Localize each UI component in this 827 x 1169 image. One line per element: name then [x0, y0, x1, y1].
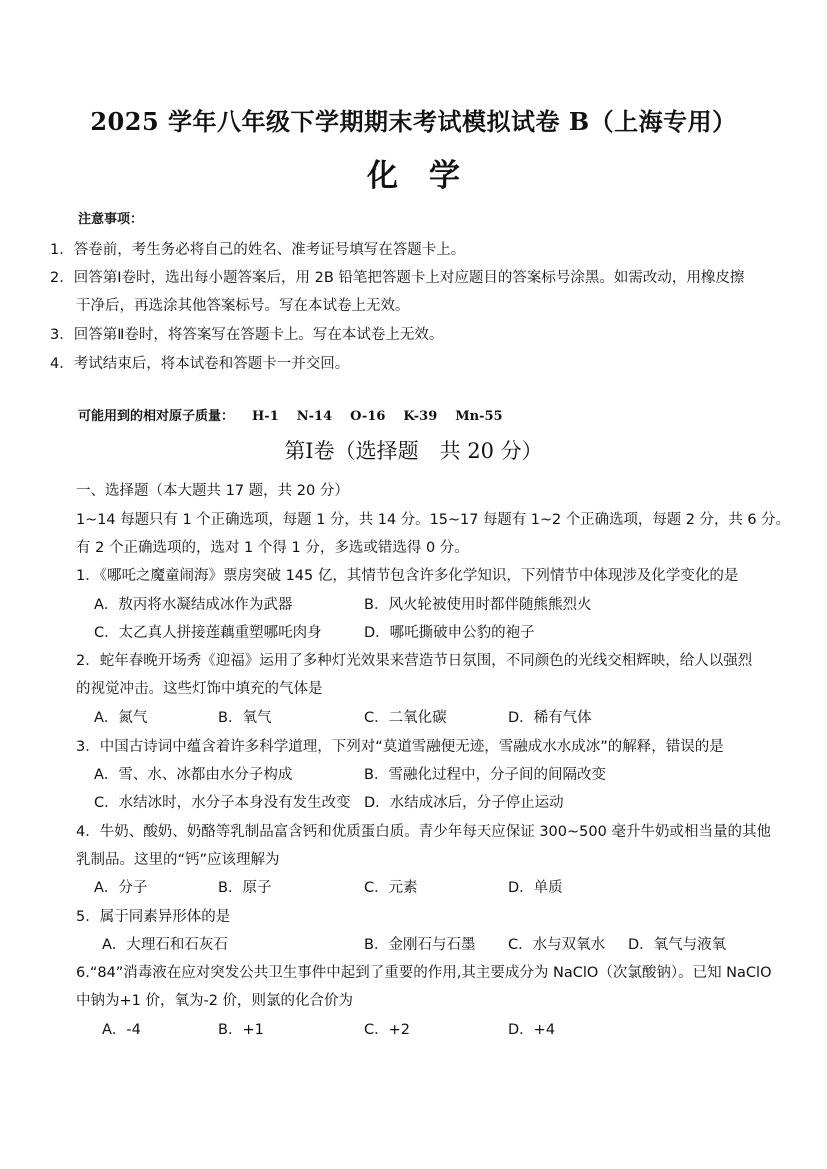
notice-heading: 注意事项：: [78, 212, 144, 227]
atomic-mass: Mn-55: [455, 409, 503, 424]
notice-item: 1．答卷前，考生务必将自己的姓名、准考证号填写在答题卡上。: [50, 242, 466, 258]
question-1-option-d: D．哪吒撕破申公豹的袍子: [364, 625, 535, 641]
question-3-stem: 3．中国古诗词中蕴含着许多科学道理，下列对“莫道雪融便无迹，雪融成水水成冰”的解释，错误的是: [76, 739, 724, 755]
question-6-stem: 中钠为+1 价，氧为-2 价，则氯的化合价为: [76, 993, 354, 1009]
question-1-option-b: B．风火轮被使用时都伴随熊熊烈火: [364, 597, 592, 613]
question-1-option-a: A．敖丙将水凝结成冰作为武器: [94, 597, 293, 613]
question-5-stem: 5．属于同素异形体的是: [76, 909, 231, 925]
question-3-option-d: D．水结成冰后，分子停止运动: [364, 795, 564, 811]
question-4-stem: 4．牛奶、酸奶、奶酪等乳制品富含钙和优质蛋白质。青少年每天应保证 300~500 毫升牛奶或相当量的其他: [76, 824, 771, 840]
question-4-stem: 乳制品。这里的“钙”应该理解为: [76, 852, 280, 868]
atomic-mass: H-1: [252, 409, 279, 424]
question-2-option-c: C．二氧化碳: [364, 710, 447, 726]
question-6-option-d: D．+4: [508, 1022, 556, 1038]
notice-item-continued: 干净后，再选涂其他答案标号。写在本试卷上无效。: [76, 298, 410, 314]
atomic-masses: [78, 405, 503, 424]
instructions-line: 有 2 个正确选项的，选对 1 个得 1 分，多选或错选得 0 分。: [76, 540, 469, 556]
notice-item: 4．考试结束后，将本试卷和答题卡一并交回。: [50, 356, 350, 372]
question-2-option-b: B．氧气: [218, 710, 272, 726]
question-1-option-c: C．太乙真人拼接莲藕重塑哪吒肉身: [94, 625, 322, 641]
notice-item: 2．回答第Ⅰ卷时，选出每小题答案后，用 2B 铅笔把答题卡上对应题目的答案标号涂黑。如需改动，用橡皮擦: [50, 270, 745, 286]
notice-item: 3．回答第Ⅱ卷时，将答案写在答题卡上。写在本试卷上无效。: [50, 327, 444, 343]
subject-title: 化 学: [367, 158, 460, 194]
question-4-option-c: C．元素: [364, 880, 418, 896]
question-6-option-c: C．+2: [364, 1022, 410, 1038]
question-5-option-d: D．氧气与液氧: [628, 937, 727, 953]
instructions-line: 1~14 每题只有 1 个正确选项，每题 1 分，共 14 分。15~17 每题有 1~2 个正确选项，每题 2 分，共 6 分。: [76, 512, 790, 528]
question-2-option-a: A．氮气: [94, 710, 148, 726]
question-4-option-d: D．单质: [508, 880, 563, 896]
question-3-option-a: A．雪、水、冰都由水分子构成: [94, 767, 293, 783]
question-2-stem: 的视觉冲击。这些灯饰中填充的气体是: [76, 681, 323, 697]
question-2-option-d: D．稀有气体: [508, 710, 592, 726]
exam-title: 2025 学年八年级下学期期末考试模拟试卷 B（上海专用）: [90, 107, 737, 136]
atomic-mass: O-16: [350, 409, 386, 424]
question-4-option-a: A．分子: [94, 880, 148, 896]
question-6-option-b: B．+1: [218, 1022, 264, 1038]
question-5-option-b: B．金刚石与石墨: [364, 937, 476, 953]
section-title: 第Ⅰ卷（选择题 共 20 分）: [284, 439, 543, 463]
question-3-option-c: C．水结冰时，水分子本身没有发生改变: [94, 795, 351, 811]
question-6-stem: 6.“84”消毒液在应对突发公共卫生事件中起到了重要的作用,其主要成分为 NaClO（次氯酸钠）。已知 NaClO: [76, 965, 772, 981]
part-title: 一、选择题（本大题共 17 题，共 20 分）: [76, 483, 349, 499]
atomic-mass: K-39: [403, 409, 438, 424]
atomic-masses-label: 可能用到的相对原子质量：: [78, 409, 235, 424]
question-6-option-a: A．-4: [102, 1022, 141, 1038]
atomic-mass: N-14: [296, 409, 333, 424]
question-5-option-c: C．水与双氧水: [508, 937, 606, 953]
question-5-option-a: A．大理石和石灰石: [102, 937, 228, 953]
question-4-option-b: B．原子: [218, 880, 272, 896]
question-1-stem: 1．《哪吒之魔童闹海》票房突破 145 亿，其情节包含许多化学知识，下列情节中体现涉及化学变化的是: [76, 568, 739, 584]
question-2-stem: 2．蛇年春晚开场秀《迎福》运用了多种灯光效果来营造节日氛围，不同颜色的光线交相辉映，给人以强烈: [76, 653, 753, 669]
question-3-option-b: B．雪融化过程中，分子间的间隔改变: [364, 767, 606, 783]
